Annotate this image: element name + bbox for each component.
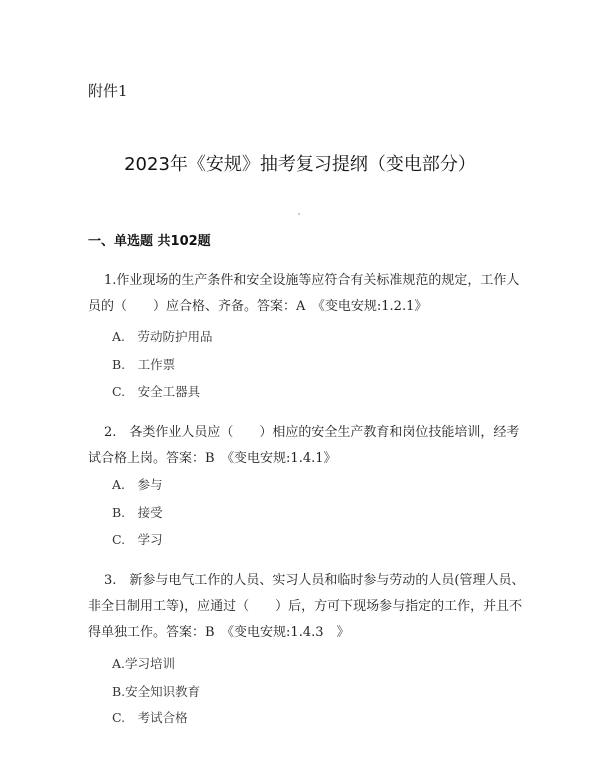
question-1-option-b: B. 工作票 bbox=[112, 357, 176, 372]
question-3-option-b: B.安全知识教育 bbox=[112, 684, 201, 699]
document-title: 2023年《安规》抽考复习提纲（变电部分） bbox=[124, 154, 476, 175]
question-1: 1.作业现场的生产条件和安全设施等应符合有关标准规范的规定，工作人员的（ ）应合格、齐备。答案：A 《变电安规:1.2.1》 bbox=[88, 273, 520, 314]
question-2: 2. 各类作业人员应（ ）相应的安全生产教育和岗位技能培训，经考试合格上岗。答案：B 《变电安规:1.4.1》 bbox=[88, 425, 520, 466]
question-3-option-c: C. 考试合格 bbox=[112, 710, 188, 725]
question-1-option-c: C. 安全工器具 bbox=[112, 384, 201, 399]
question-1-option-a: A. 劳动防护用品 bbox=[112, 329, 213, 344]
attachment-label: 附件1 bbox=[88, 82, 128, 100]
decorative-dot bbox=[298, 213, 300, 215]
question-2-option-a: A. 参与 bbox=[112, 477, 163, 492]
question-2-option-c: C. 学习 bbox=[112, 532, 163, 547]
question-3: 3. 新参与电气工作的人员、实习人员和临时参与劳动的人员(管理人员、非全日制用工等)，应通过（ ）后，方可下现场参与指定的工作，并且不得单独工作。答案：B 《变电安规:1.4.3 》 bbox=[88, 573, 525, 640]
question-3-option-a: A.学习培训 bbox=[112, 656, 176, 671]
question-2-option-b: B. 接受 bbox=[112, 505, 163, 520]
section-heading: 一、单选题 共102题 bbox=[88, 234, 211, 249]
